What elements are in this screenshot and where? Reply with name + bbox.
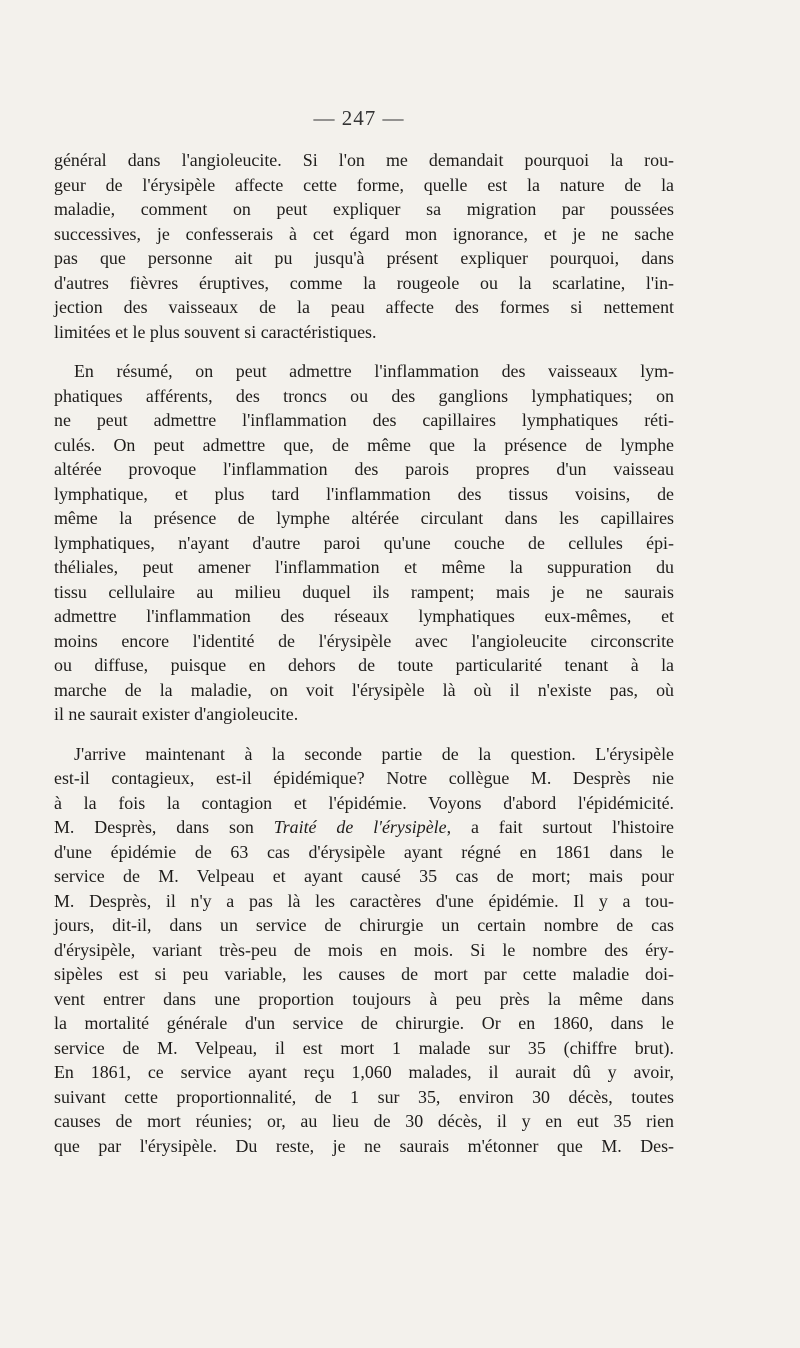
text-line: lymphatique, et plus tard l'inflammation des tissus voisins, de bbox=[54, 483, 674, 504]
text-line: ne peut admettre l'inflammation des capillaires lymphatiques réti- bbox=[54, 410, 674, 430]
text-line: ou diffuse, puisque en dehors de toute particularité tenant à la bbox=[54, 655, 674, 675]
text-line: vent entrer dans une proportion toujours à peu près la même dans bbox=[54, 988, 674, 1009]
text-line: sipèles est si peu variable, les causes de mort par cette maladie doi- bbox=[54, 964, 674, 984]
text-line: limitées et le plus souvent si caractéristiques. bbox=[54, 321, 377, 342]
text-line: J'arrive maintenant à la seconde partie de la question. L'érysipèle bbox=[74, 743, 674, 764]
text-line: altérée provoque l'inflammation des parois propres d'un vaisseau bbox=[54, 459, 674, 479]
text-line: successives, je confesserais à cet égard mon ignorance, et je ne sache bbox=[54, 223, 674, 244]
paragraph-3 bbox=[54, 742, 674, 1159]
text-line: M. Desprès, dans son Traité de l'érysipèle, a fait surtout l'histoire bbox=[54, 817, 674, 837]
text-line: moins encore l'identité de l'érysipèle avec l'angioleucite circonscrite bbox=[54, 630, 674, 651]
text-line: théliales, peut amener l'inflammation et même la suppuration du bbox=[54, 557, 674, 577]
text-line: culés. On peut admettre que, de même que la présence de lymphe bbox=[54, 434, 674, 455]
text-line: M. Desprès, il n'y a pas là les caractères d'une épidémie. Il y a tou- bbox=[54, 890, 674, 911]
book-title: Traité de l'érysipèle bbox=[273, 817, 447, 837]
text-line: à la fois la contagion et l'épidémie. Voyons d'abord l'épidémicité. bbox=[54, 792, 674, 813]
text-line: d'érysipèle, variant très-peu de mois en mois. Si le nombre des éry- bbox=[54, 939, 674, 960]
text-line: maladie, comment on peut expliquer sa migration par poussées bbox=[54, 199, 674, 219]
text-line: il ne saurait exister d'angioleucite. bbox=[54, 704, 299, 724]
text-line: est-il contagieux, est-il épidémique? Notre collègue M. Desprès nie bbox=[54, 768, 674, 788]
text-line: que par l'érysipèle. Du reste, je ne saurais m'étonner que M. Des- bbox=[54, 1135, 674, 1156]
text-line: lymphatiques, n'ayant d'autre paroi qu'une couche de cellules épi- bbox=[54, 532, 674, 553]
text-line: suivant cette proportionnalité, de 1 sur 35, environ 30 décès, toutes bbox=[54, 1086, 674, 1107]
text-line: tissu cellulaire au milieu duquel ils rampent; mais je ne saurais bbox=[54, 581, 674, 602]
text-line: En 1861, ce service ayant reçu 1,060 malades, il aurait dû y avoir, bbox=[54, 1062, 674, 1082]
text-line: geur de l'érysipèle affecte cette forme, quelle est la nature de la bbox=[54, 174, 674, 195]
text-line: marche de la maladie, on voit l'érysipèle là où il n'existe pas, où bbox=[54, 679, 674, 700]
text-line: phatiques afférents, des troncs ou des ganglions lymphatiques; on bbox=[54, 385, 674, 406]
text-line: causes de mort réunies; or, au lieu de 30 décès, il y en eut 35 rien bbox=[54, 1111, 674, 1131]
text-line: la mortalité générale d'un service de chirurgie. Or en 1860, dans le bbox=[54, 1013, 674, 1033]
text-line: d'une épidémie de 63 cas d'érysipèle ayant régné en 1861 dans le bbox=[54, 841, 674, 862]
text-line: pas que personne ait pu jusqu'à présent expliquer pourquoi, dans bbox=[54, 248, 674, 268]
text-line: général dans l'angioleucite. Si l'on me demandait pourquoi la rou- bbox=[54, 150, 674, 170]
text-line: service de M. Velpeau et ayant causé 35 cas de mort; mais pour bbox=[54, 866, 674, 886]
text-line: d'autres fièvres éruptives, comme la rougeole ou la scarlatine, l'in- bbox=[54, 272, 674, 293]
text-line: service de M. Velpeau, il est mort 1 malade sur 35 (chiffre brut). bbox=[54, 1037, 674, 1058]
paragraph-2 bbox=[54, 359, 674, 727]
text-line: jours, dit-il, dans un service de chirurgie un certain nombre de cas bbox=[54, 915, 674, 935]
body-text bbox=[54, 148, 674, 1158]
text-line: En résumé, on peut admettre l'inflammation des vaisseaux lym- bbox=[74, 361, 674, 381]
text-line: admettre l'inflammation des réseaux lymphatiques eux-mêmes, et bbox=[54, 606, 674, 626]
text-line: jection des vaisseaux de la peau affecte des formes si nettement bbox=[54, 297, 674, 317]
text-line: même la présence de lymphe altérée circulant dans les capillaires bbox=[54, 508, 674, 528]
page-number: — 247 — bbox=[313, 106, 405, 130]
paragraph-1 bbox=[54, 148, 674, 344]
